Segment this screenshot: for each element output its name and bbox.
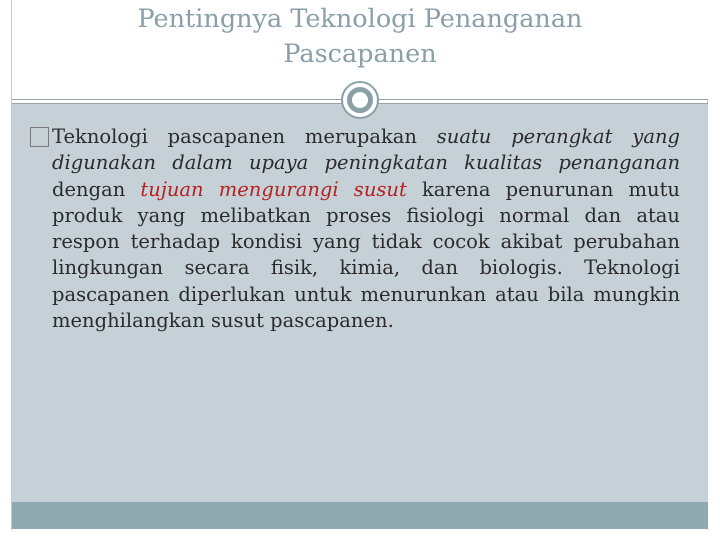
slide-title-line-1: Pentingnya Teknologi Penanganan	[137, 4, 583, 34]
slide-title-line-2: Pascapanen	[283, 39, 437, 69]
bullet-text-highlight: tujuan mengurangi susut	[140, 177, 407, 201]
bullet-text-rest: karena penurunan mutu produk yang melibatkan proses fisiologi normal dan atau respon terhadap kondisi yang tidak cocok akibat perubahan lingkungan secara fisik, kimia, dan biologis. Teknologi pascapanen diperlukan untuk menurunkan atau bila mungkin menghilangkan susut pascapanen.	[52, 177, 680, 333]
circle-ornament-icon	[341, 81, 379, 119]
slide-title	[12, 2, 708, 72]
bullet-text-intro: Teknologi pascapanen merupakan	[52, 125, 437, 148]
bullet-paragraph	[52, 124, 680, 334]
bullet-text-connector: dengan	[52, 177, 141, 201]
bullet-text-italic-definition: suatu perangkat yang digunakan dalam upaya peningkatan kualitas penanganan	[52, 125, 680, 175]
circle-ornament-inner	[347, 87, 373, 113]
footer-band	[12, 502, 708, 529]
missing-glyph-box-icon	[30, 127, 49, 147]
